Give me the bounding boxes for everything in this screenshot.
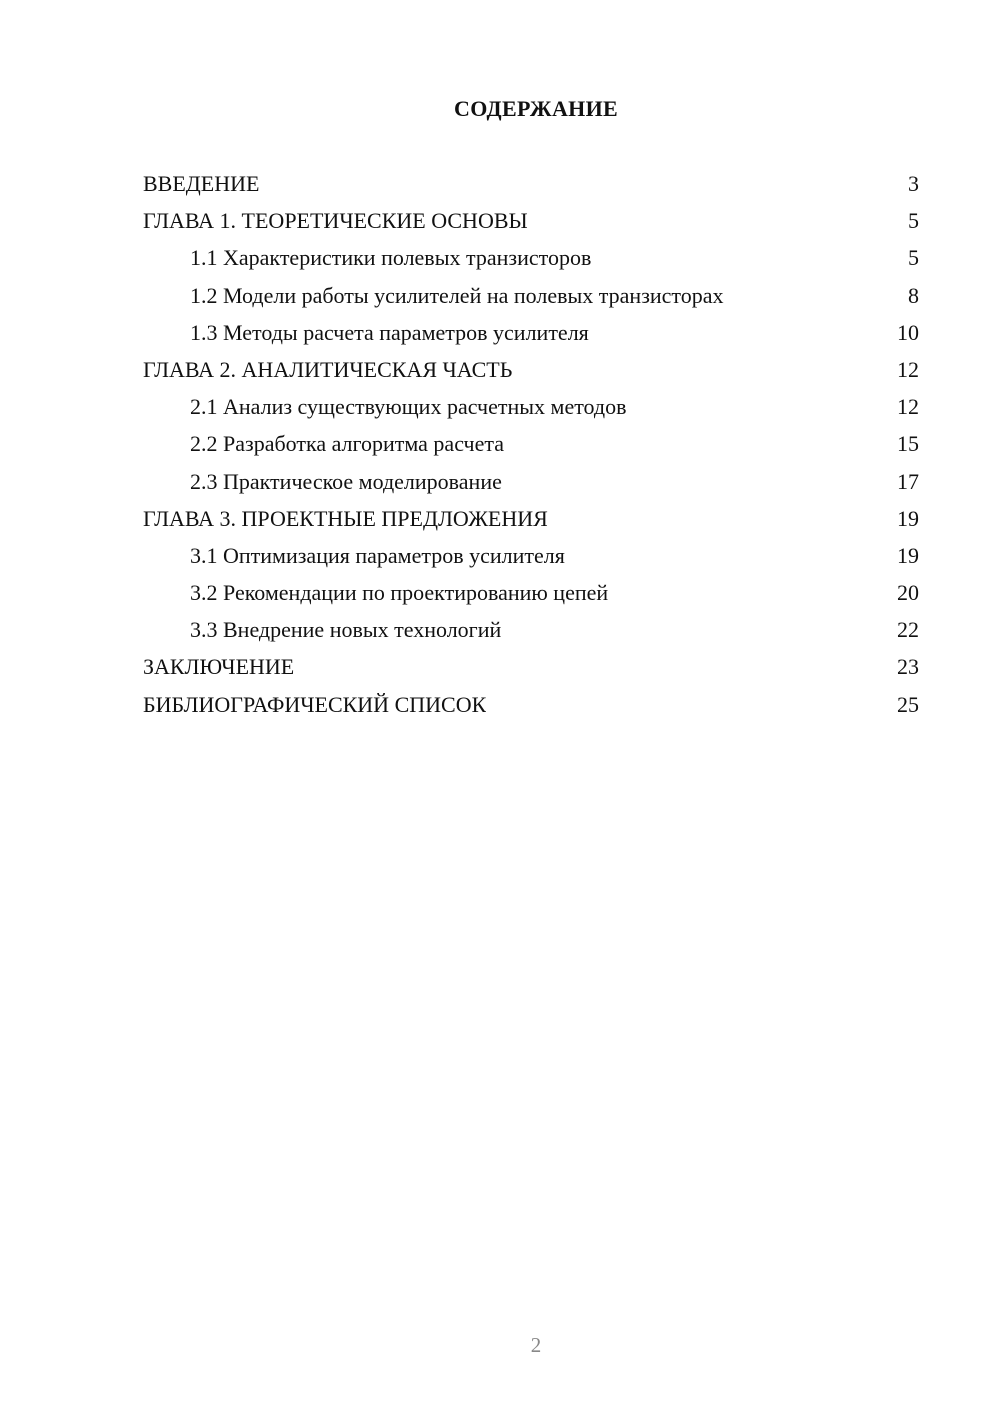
toc-entry-label: 3.2 Рекомендации по проектированию цепей — [190, 580, 609, 606]
toc-entry-label: БИБЛИОГРАФИЧЕСКИЙ СПИСОК — [143, 691, 487, 717]
toc-entry-label: 2.3 Практическое моделирование — [190, 468, 502, 494]
toc-entry-page: 17 — [897, 468, 919, 494]
toc-entry-page: 12 — [897, 356, 919, 382]
toc-entry-page: 15 — [897, 431, 919, 457]
toc-entry[interactable] — [143, 537, 919, 574]
toc-entry-label: ГЛАВА 2. АНАЛИТИЧЕСКАЯ ЧАСТЬ — [143, 356, 513, 382]
toc-entry[interactable] — [143, 351, 919, 388]
toc-entry-page: 19 — [897, 542, 919, 568]
footer-page-number: 2 — [530, 1333, 542, 1357]
toc-entry[interactable] — [143, 686, 919, 723]
toc-entry[interactable] — [143, 574, 919, 611]
toc-entry[interactable] — [143, 165, 919, 202]
toc-entry-label: 3.3 Внедрение новых технологий — [190, 617, 502, 643]
toc-entry-label: ГЛАВА 1. ТЕОРЕТИЧЕСКИЕ ОСНОВЫ — [143, 208, 528, 234]
toc-entry-label: 2.1 Анализ существующих расчетных методов — [190, 394, 627, 420]
toc-entry-page: 3 — [908, 171, 919, 196]
toc-entry[interactable] — [143, 425, 919, 462]
toc-entry-page: 8 — [908, 282, 919, 308]
toc-entry-page: 19 — [897, 505, 919, 531]
toc-entry-page: 22 — [897, 617, 919, 643]
toc-entry[interactable] — [143, 388, 919, 425]
toc-entry[interactable] — [143, 314, 919, 351]
toc-entry[interactable] — [143, 648, 919, 685]
toc-entry-page: 20 — [897, 580, 919, 606]
toc-entry-label: 1.1 Характеристики полевых транзисторов — [190, 245, 592, 271]
toc-entry-label: 1.2 Модели работы усилителей на полевых транзисторах — [190, 282, 724, 308]
toc-entry[interactable] — [143, 611, 919, 648]
toc-entry-page: 23 — [897, 654, 919, 680]
toc-entry-page: 5 — [908, 208, 919, 234]
toc-entry-label: 2.2 Разработка алгоритма расчета — [190, 431, 504, 457]
toc-entry-label: ВВЕДЕНИЕ — [143, 171, 260, 196]
toc-entry-page: 12 — [897, 394, 919, 420]
toc-entry-page: 10 — [897, 319, 919, 345]
table-of-contents — [143, 165, 919, 723]
toc-entry[interactable] — [143, 277, 919, 314]
toc-entry[interactable] — [143, 202, 919, 239]
toc-entry[interactable] — [143, 239, 919, 276]
toc-entry[interactable] — [143, 463, 919, 500]
toc-entry-label: ЗАКЛЮЧЕНИЕ — [143, 654, 295, 680]
toc-entry-label: 1.3 Методы расчета параметров усилителя — [190, 319, 589, 345]
page-title: СОДЕРЖАНИЕ — [454, 96, 618, 121]
toc-entry-label: ГЛАВА 3. ПРОЕКТНЫЕ ПРЕДЛОЖЕНИЯ — [143, 505, 548, 531]
toc-entry-page: 25 — [897, 691, 919, 717]
toc-entry-page: 5 — [908, 245, 919, 271]
toc-entry[interactable] — [143, 500, 919, 537]
toc-entry-label: 3.1 Оптимизация параметров усилителя — [190, 542, 565, 568]
